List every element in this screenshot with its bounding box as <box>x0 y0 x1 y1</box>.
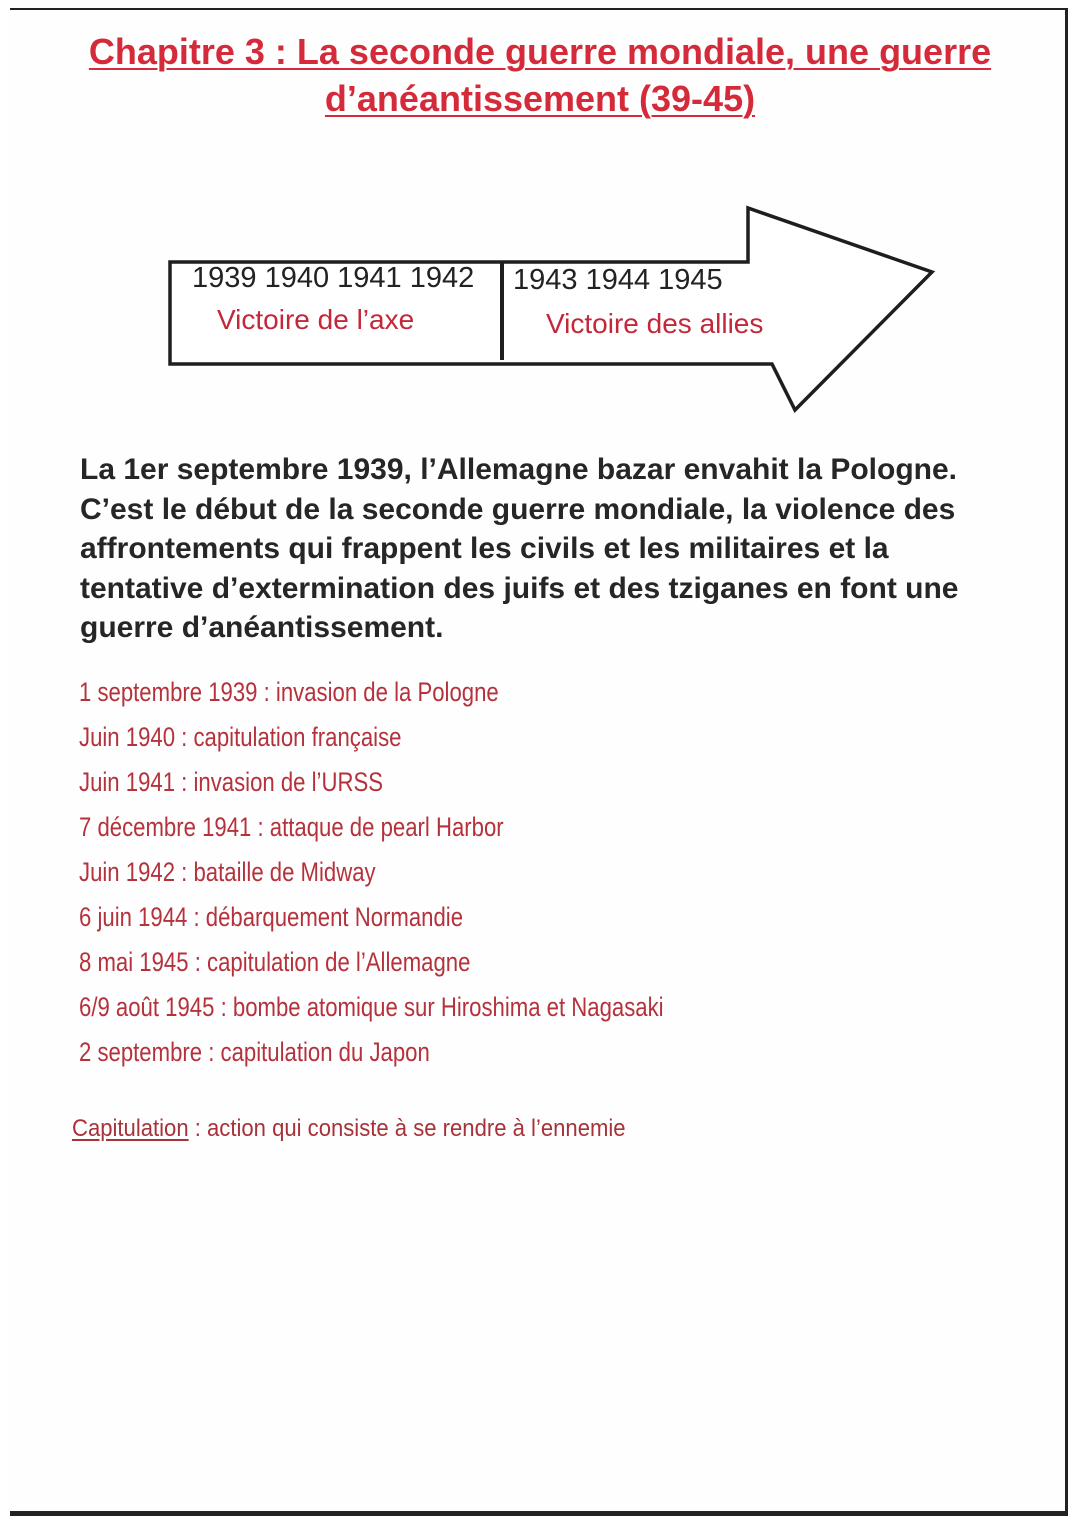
title-line-1: Chapitre 3 : La seconde guerre mondiale, une guerre <box>88 31 992 72</box>
timeline-arrow <box>0 0 1080 420</box>
event-item: 6 juin 1944 : débarquement Normandie <box>79 902 464 932</box>
timeline-right-years: 1943 1944 1945 <box>513 264 723 296</box>
definition <box>72 1115 626 1143</box>
event-item: Juin 1942 : bataille de Midway <box>79 857 376 887</box>
timeline-left-years: 1939 1940 1941 1942 <box>192 262 475 294</box>
intro-paragraph: La 1er septembre 1939, l’Allemagne bazar envahit la Pologne. C’est le début de la seconde guerre mondiale, la violence des affrontements qui frappent les civils et les militaires et la tentative d’extermination des juifs et des tziganes en font une guerre d’anéantissement. <box>80 453 959 644</box>
timeline-arrow-shape <box>0 0 1080 420</box>
event-item: 7 décembre 1941 : attaque de pearl Harbor <box>79 812 504 842</box>
event-item: 8 mai 1945 : capitulation de l’Allemagne <box>79 947 471 977</box>
timeline-left-label: Victoire de l’axe <box>217 304 415 335</box>
event-item: Juin 1941 : invasion de l’URSS <box>79 767 383 797</box>
event-item: 1 septembre 1939 : invasion de la Pologne <box>79 677 499 707</box>
event-list <box>79 670 979 1075</box>
definition-term: Capitulation <box>72 1115 189 1142</box>
event-item: Juin 1940 : capitulation française <box>79 722 402 752</box>
definition-text: : action qui consiste à se rendre à l’ennemie <box>188 1115 626 1142</box>
event-item: 6/9 août 1945 : bombe atomique sur Hiroshima et Nagasaki <box>79 992 664 1022</box>
event-item: 2 septembre : capitulation du Japon <box>79 1037 430 1067</box>
title-line-2: d’anéantissement (39-45) <box>324 78 756 119</box>
timeline-right-label: Victoire des allies <box>546 308 764 339</box>
